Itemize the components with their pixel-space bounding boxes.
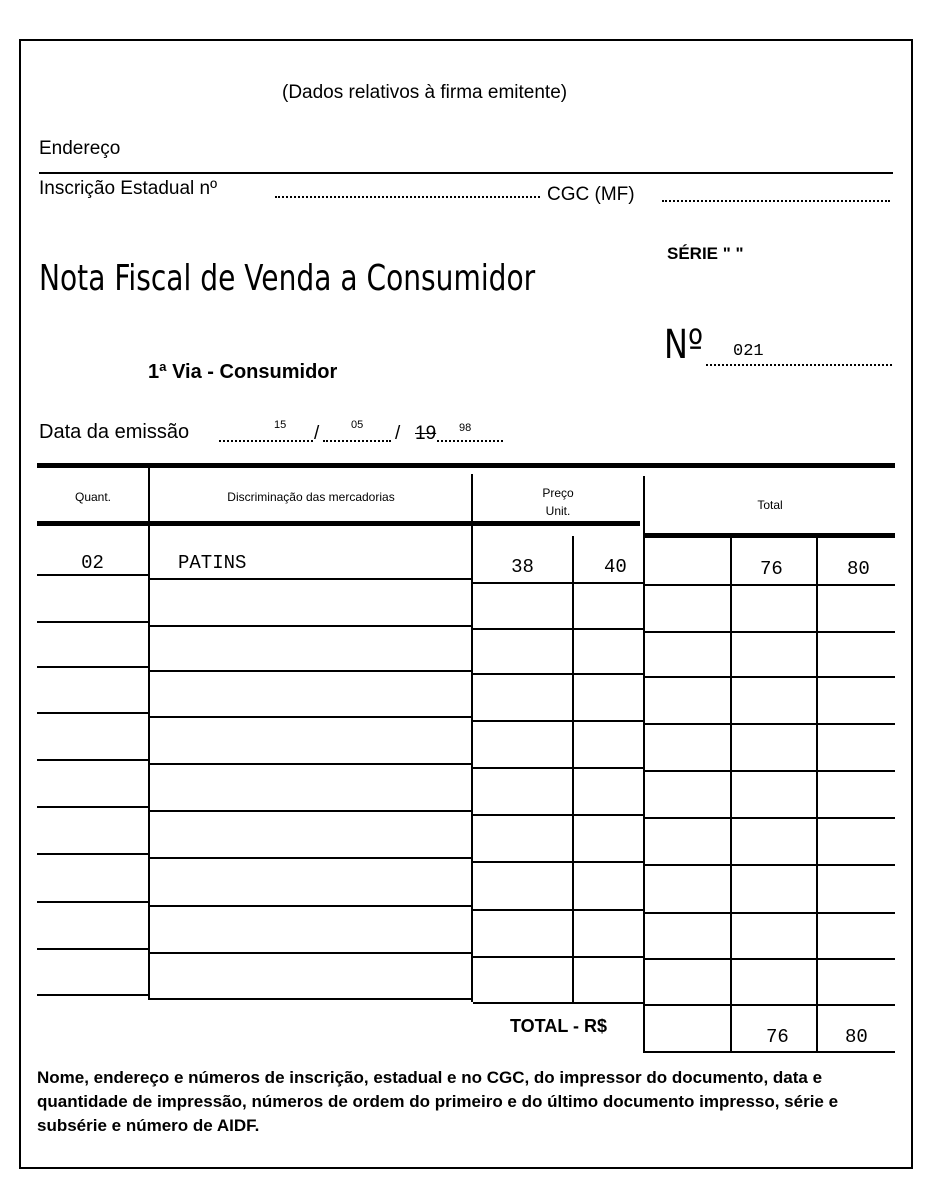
col-line-description [471, 474, 473, 1002]
row-description: PATINS [178, 552, 247, 574]
row-rule [37, 759, 148, 761]
row-rule [645, 817, 895, 819]
row-rule [37, 853, 148, 855]
total-dec: 80 [845, 1026, 868, 1048]
row-rule [150, 625, 471, 627]
cgc-label: CGC (MF) [547, 184, 635, 205]
emission-year-field [437, 440, 503, 442]
emission-month-field [323, 440, 391, 442]
number-label: Nº [664, 322, 704, 368]
date-slash-1: / [314, 423, 320, 444]
row-rule [150, 763, 471, 765]
unit-price-header: Preço Unit. [542, 486, 574, 518]
row-total-dec: 80 [847, 558, 870, 580]
total-int: 76 [766, 1026, 789, 1048]
row-rule [150, 905, 471, 907]
col-line-unit-split [572, 536, 574, 1004]
issuer-data-caption: (Dados relativos à firma emitente) [282, 82, 568, 103]
row-rule [473, 767, 643, 769]
invoice-number: 021 [733, 342, 764, 361]
description-header: Discriminação das mercadorias [227, 490, 395, 504]
copy-label: 1ª Via - Consumidor [148, 361, 338, 383]
document-title: Nota Fiscal de Venda a Consumidor [39, 258, 536, 299]
row-unit-dec: 40 [604, 556, 627, 578]
row-qty: 02 [81, 552, 104, 574]
col-line-total-mid [730, 538, 732, 1052]
row-rule [645, 631, 895, 633]
row-rule [473, 628, 643, 630]
row-rule [645, 676, 895, 678]
date-slash-2: / [395, 423, 401, 444]
col-line-total-split [816, 538, 818, 1052]
row-rule [645, 584, 895, 586]
row-unit-int: 38 [511, 556, 534, 578]
emission-day-field [219, 440, 313, 442]
total-header: Total [757, 498, 783, 512]
emission-day: 15 [274, 419, 287, 431]
row-rule [473, 861, 643, 863]
row-rule [645, 723, 895, 725]
row-rule [645, 770, 895, 772]
serie-label: SÉRIE " " [667, 244, 744, 263]
total-label: TOTAL - R$ [510, 1016, 608, 1036]
emission-year: 98 [459, 422, 472, 434]
col-line-total-left [643, 476, 645, 1052]
qty-header: Quant. [74, 490, 112, 504]
table-top-rule [37, 463, 895, 468]
row-rule [473, 582, 643, 584]
row-rule [473, 720, 643, 722]
row-rule [150, 952, 471, 954]
row-rule [645, 1004, 895, 1006]
state-registration-label: Inscrição Estadual nº [39, 178, 218, 199]
row-rule [473, 1002, 643, 1004]
row-rule [37, 666, 148, 668]
row-rule [37, 806, 148, 808]
printer-info-note: Nome, endereço e números de inscrição, estadual e no CGC, do impressor do documento, data e quantidade de impressão, números de ordem do primeiro e do último documento impresso, série e subsérie e número de AIDF. [37, 1068, 839, 1135]
row-rule [473, 673, 643, 675]
header-bottom-rule-left [37, 521, 640, 526]
row-rule [37, 901, 148, 903]
row-rule [473, 956, 643, 958]
row-rule [150, 998, 471, 1000]
row-total-int: 76 [760, 558, 783, 580]
row-rule [37, 621, 148, 623]
row-rule [645, 958, 895, 960]
total-bottom-rule [643, 1051, 895, 1053]
cgc-field [662, 200, 890, 202]
row-rule [37, 574, 148, 576]
emission-date-label: Data da emissão [39, 421, 190, 443]
row-rule [37, 994, 148, 996]
row-rule [150, 857, 471, 859]
row-rule [645, 912, 895, 914]
address-line [39, 172, 893, 174]
row-rule [645, 864, 895, 866]
col-line-qty [148, 468, 150, 1000]
invoice-number-field [706, 364, 892, 366]
row-rule [150, 716, 471, 718]
row-rule [150, 578, 471, 580]
emission-year-prefix: 19 [415, 423, 437, 444]
row-rule [473, 814, 643, 816]
state-registration-field [275, 196, 540, 198]
emission-month: 05 [351, 419, 364, 431]
row-rule [37, 712, 148, 714]
row-rule [37, 948, 148, 950]
row-rule [150, 810, 471, 812]
row-rule [150, 670, 471, 672]
row-rule [473, 909, 643, 911]
header-bottom-rule-right [645, 533, 895, 538]
address-label: Endereço [39, 138, 121, 159]
